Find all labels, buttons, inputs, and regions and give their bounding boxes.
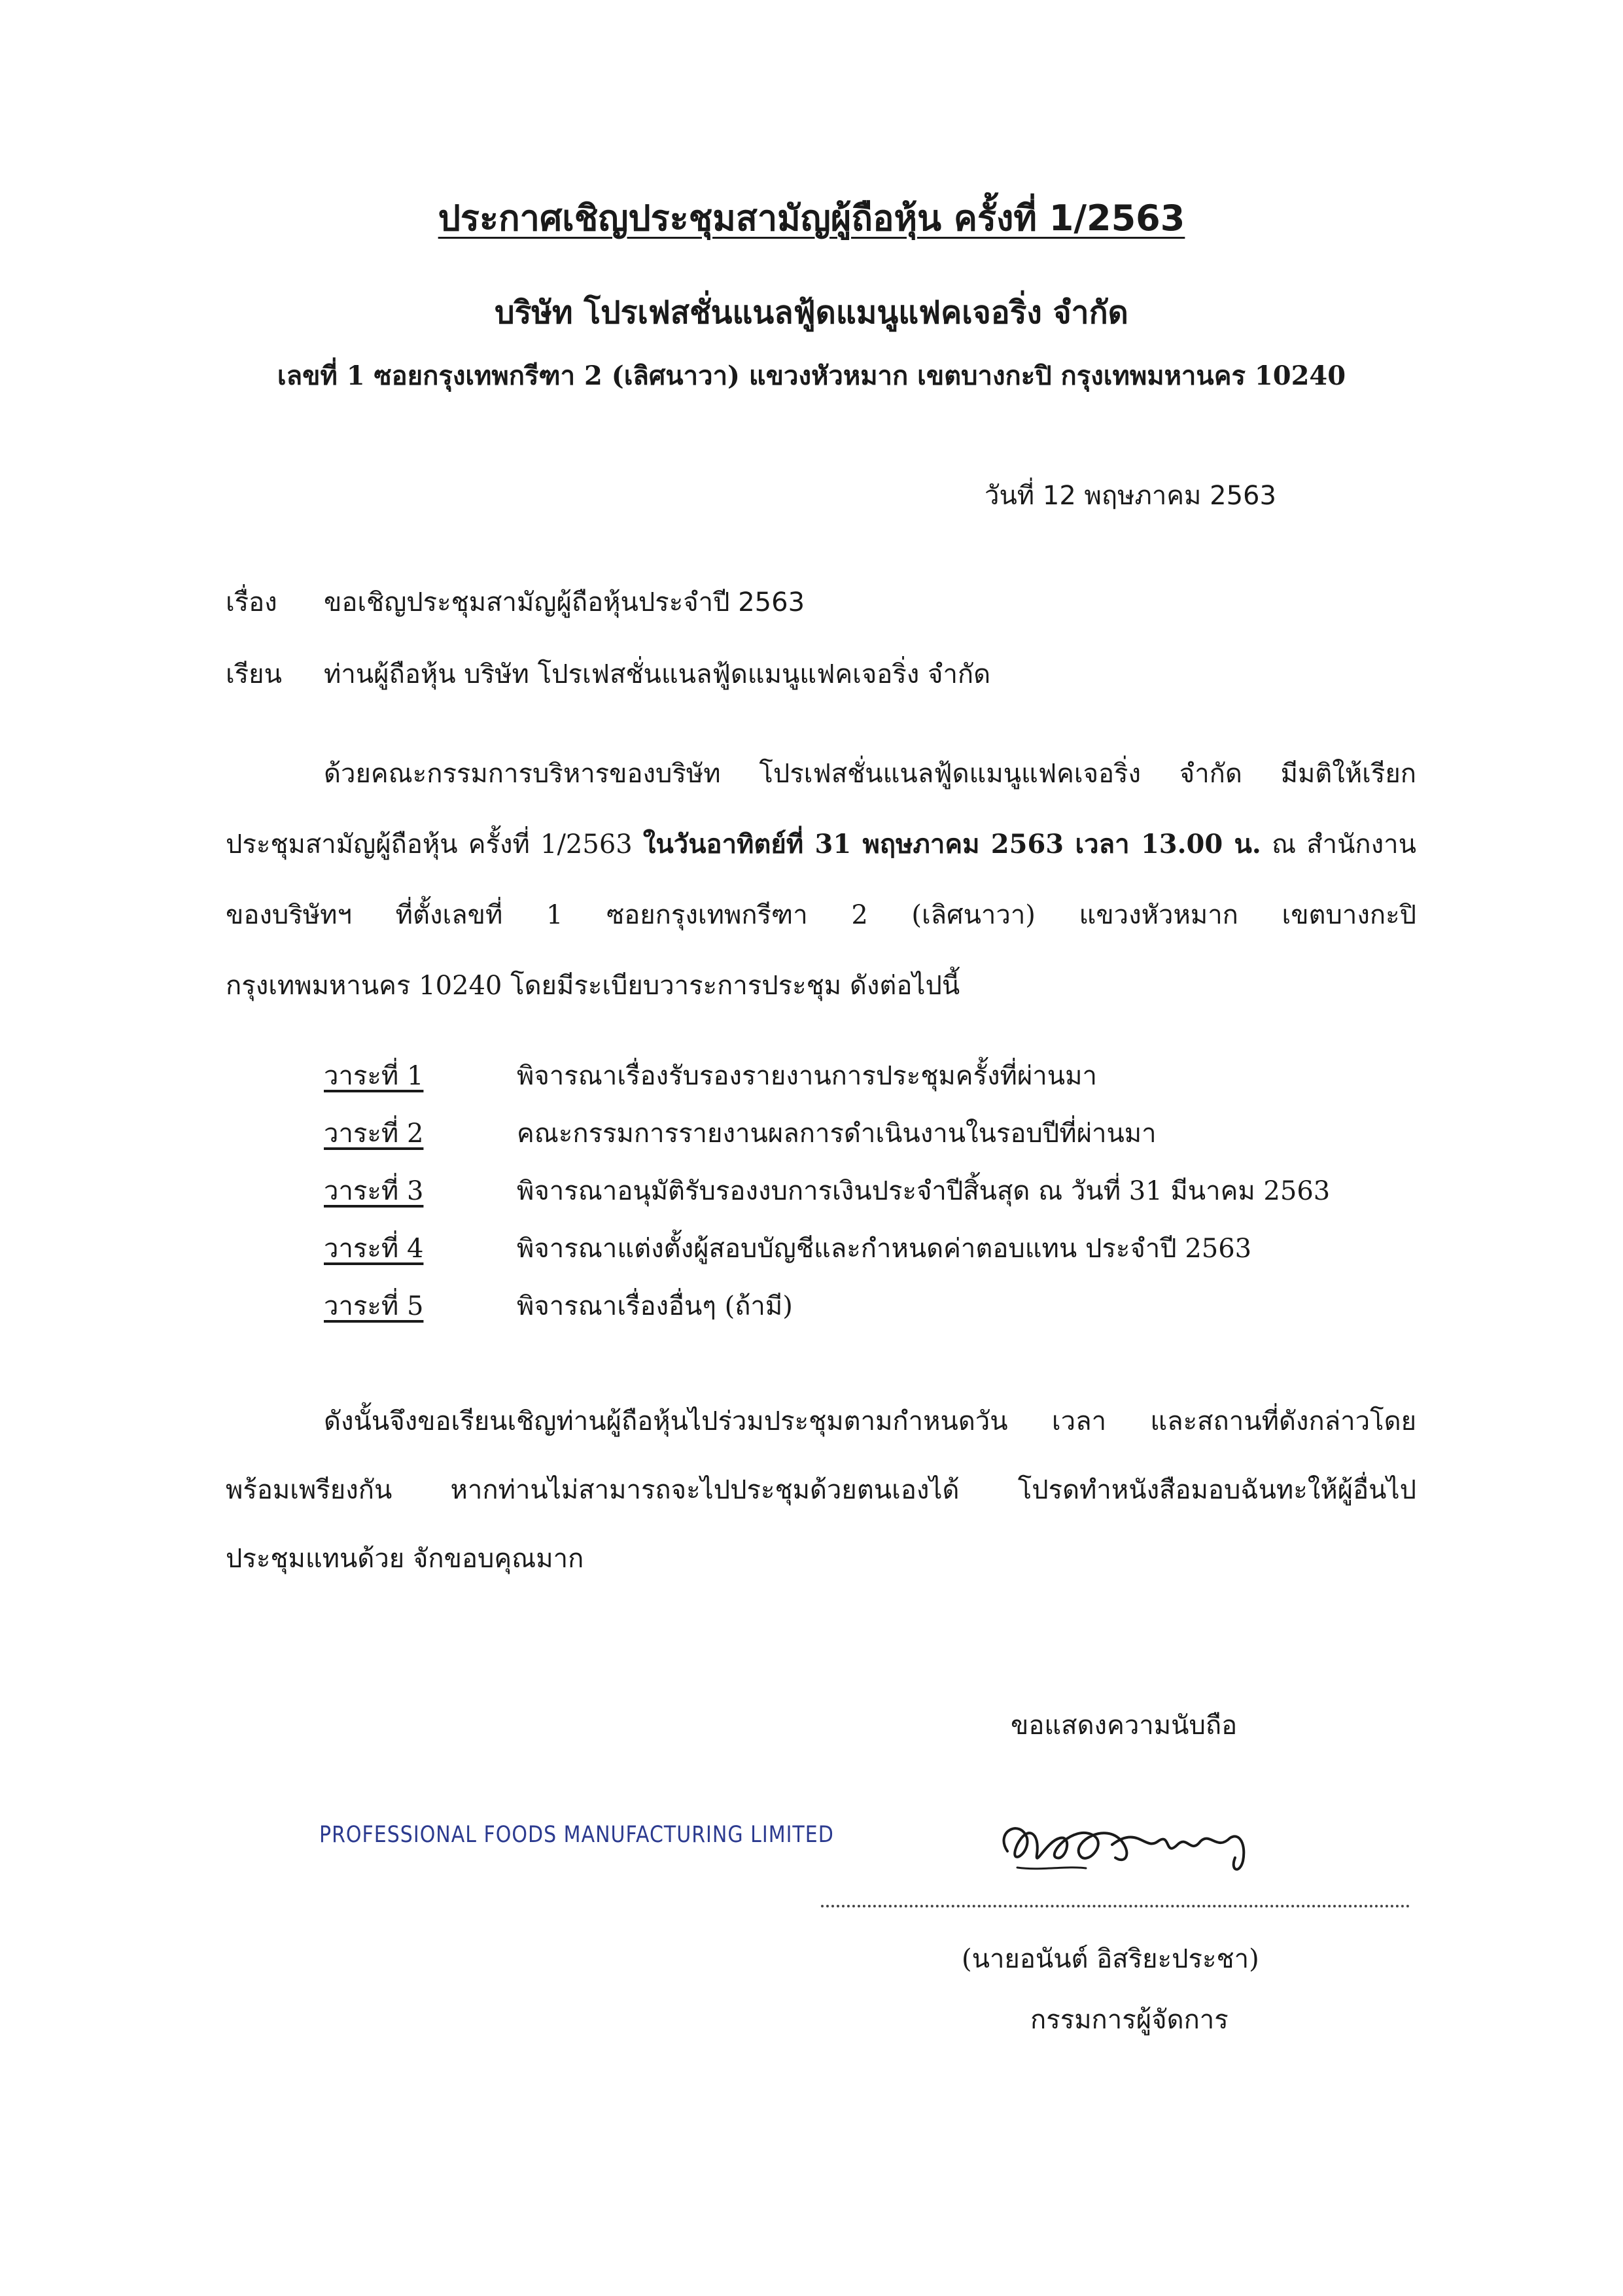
closing-salutation: ขอแสดงความนับถือ — [1011, 1711, 1238, 1741]
body-line-2 — [226, 823, 1416, 865]
body-line-2-suffix: ณ สำนักงาน — [1261, 829, 1416, 860]
signer-title: กรรมการผู้จัดการ — [1030, 2005, 1229, 2035]
closing-paragraph-line-3: ประชุมแทนด้วย จักขอบคุณมาก — [226, 1544, 584, 1574]
subject-text: ขอเชิญประชุมสามัญผู้ถือหุ้นประจำปี 2563 — [324, 587, 805, 617]
subject-label: เรื่อง — [226, 587, 277, 617]
meeting-datetime: ในวันอาทิตย์ที่ 31 พฤษภาคม 2563 เวลา 13.00 น. — [642, 829, 1261, 860]
body-line-4: กรุงเทพมหานคร 10240 โดยมีระเบียบวาระการประชุม ดังต่อไปนี้ — [226, 971, 960, 1001]
company-address: เลขที่ 1 ซอยกรุงเทพกรีฑา 2 (เลิศนาวา) แขวงหัวหมาก เขตบางกะปิ กรุงเทพมหานคร 10240 — [277, 360, 1346, 391]
signer-name: (นายอนันต์ อิสริยะประชา) — [962, 1944, 1259, 1974]
recipient-label: เรียน — [226, 659, 282, 689]
agenda-item-4-text: พิจารณาแต่งตั้งผู้สอบบัญชีและกำหนดค่าตอบแทน ประจำปี 2563 — [517, 1234, 1252, 1264]
company-stamp: PROFESSIONAL FOODS MANUFACTURING LIMITED — [319, 1822, 834, 1849]
signature-line — [821, 1905, 1410, 1907]
document-title: ประกาศเชิญประชุมสามัญผู้ถือหุ้น ครั้งที่ 1/2563 — [438, 198, 1185, 239]
agenda-item-2-label: วาระที่ 2 — [324, 1119, 424, 1149]
agenda-item-5-label: วาระที่ 5 — [324, 1291, 424, 1321]
body-line-3: ของบริษัทฯ ที่ตั้งเลขที่ 1 ซอยกรุงเทพกรีฑา 2 (เลิศนาวา) แขวงหัวหมาก เขตบางกะปิ — [226, 900, 1416, 930]
agenda-item-4-label: วาระที่ 4 — [324, 1234, 424, 1264]
recipient-text: ท่านผู้ถือหุ้น บริษัท โปรเฟสชั่นแนลฟู้ดแมนูแฟคเจอริ่ง จำกัด — [324, 659, 991, 689]
agenda-item-3-text: พิจารณาอนุมัติรับรองงบการเงินประจำปีสิ้นสุด ณ วันที่ 31 มีนาคม 2563 — [517, 1176, 1331, 1206]
closing-paragraph-line-1: ดังนั้นจึงขอเรียนเชิญท่านผู้ถือหุ้นไปร่วมประชุมตามกำหนดวัน เวลา และสถานที่ดังกล่าวโดย — [324, 1406, 1416, 1436]
agenda-item-2-text: คณะกรรมการรายงานผลการดำเนินงานในรอบปีที่ผ่านมา — [517, 1119, 1157, 1149]
body-line-2-prefix: ประชุมสามัญผู้ถือหุ้น ครั้งที่ 1/2563 — [226, 829, 643, 860]
agenda-item-1-text: พิจารณาเรื่องรับรองรายงานการประชุมครั้งที่ผ่านมา — [517, 1061, 1097, 1091]
closing-paragraph-line-2: พร้อมเพรียงกัน หากท่านไม่สามารถจะไปประชุมด้วยตนเองได้ โปรดทำหนังสือมอบฉันทะให้ผู้อื่นไป — [226, 1475, 1416, 1505]
company-name: บริษัท โปรเฟสชั่นแนลฟู้ดแมนูแฟคเจอริ่ง จำกัด — [495, 294, 1128, 331]
agenda-item-1-label: วาระที่ 1 — [324, 1061, 424, 1091]
body-line-1: ด้วยคณะกรรมการบริหารของบริษัท โปรเฟสชั่นแนลฟู้ดแมนูแฟคเจอริ่ง จำกัด มีมติให้เรียก — [324, 759, 1416, 789]
agenda-item-5-text: พิจารณาเรื่องอื่นๆ (ถ้ามี) — [517, 1291, 793, 1321]
document-date: วันที่ 12 พฤษภาคม 2563 — [985, 481, 1276, 511]
agenda-item-3-label: วาระที่ 3 — [324, 1176, 424, 1206]
signature-icon — [981, 1805, 1269, 1890]
